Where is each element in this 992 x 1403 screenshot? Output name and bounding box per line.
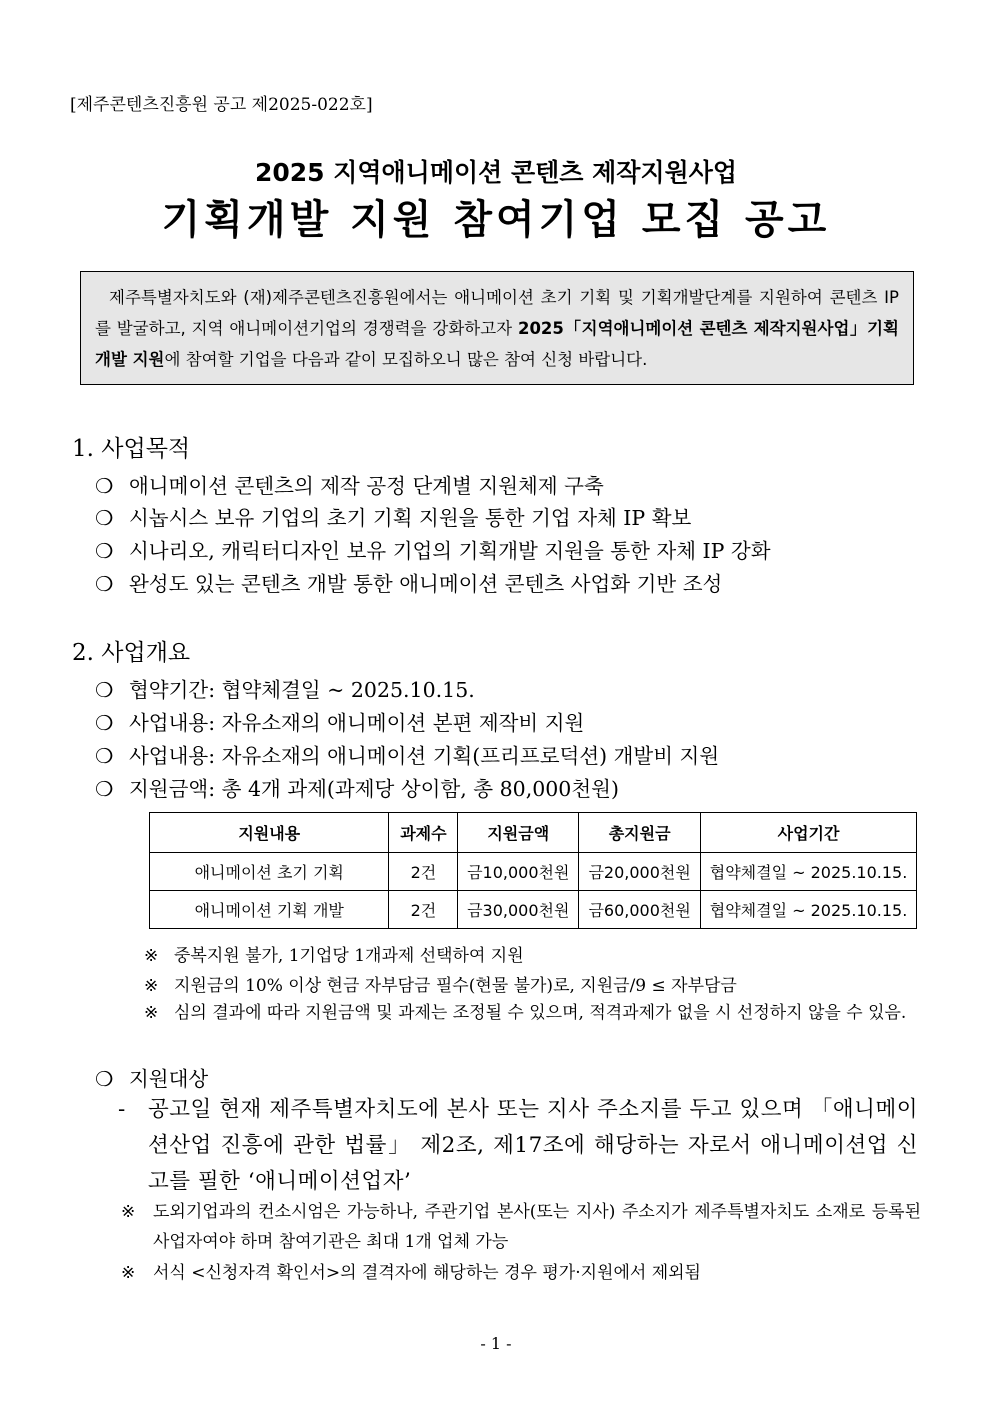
- intro-text-2: 에 참여할 기업을 다음과 같이 모집하오니 많은 참여 신청 바랍니다.: [164, 350, 648, 369]
- intro-bold-text: 2025「지역애니메이션 콘텐츠 제작지원사업」기획개발 지원: [95, 319, 899, 369]
- note-item: [121, 1197, 921, 1257]
- list-item: [95, 772, 619, 802]
- intro-paragraph: [95, 282, 899, 375]
- section2-title: 2. 사업개요: [72, 640, 191, 666]
- intro-box: [80, 271, 914, 385]
- note-text: 지원금의 10% 이상 현금 자부담금 필수(현물 불가)로, 지원금/9 ≤ 자부담금: [174, 976, 737, 996]
- table-cell: 협약체결일 ~ 2025.10.15.: [701, 853, 917, 891]
- note-text: 심의 결과에 따라 지원금액 및 과제는 조정될 수 있으며, 적격과제가 없을 시 선정하지 않을 수 있음.: [174, 1003, 907, 1023]
- note-text: 중복지원 불가, 1기업당 1개과제 선택하여 지원: [174, 946, 524, 966]
- list-item-text: 시놉시스 보유 기업의 초기 기획 지원을 통한 기업 자체 IP 확보: [129, 506, 692, 530]
- list-item: [95, 501, 691, 531]
- table-cell: 협약체결일 ~ 2025.10.15.: [701, 891, 917, 929]
- note-text: 서식 <신청자격 확인서>의 결격자에 해당하는 경우 평가·지원에서 제외됨: [153, 1263, 701, 1283]
- bullet-icon: ❍: [95, 777, 114, 801]
- list-item-text: 애니메이션 콘텐츠의 제작 공정 단계별 지원체제 구축: [129, 474, 604, 498]
- note-item: [144, 941, 524, 966]
- dash-icon: -: [118, 1097, 126, 1122]
- page-number: - 1 -: [480, 1334, 512, 1353]
- list-item-text: 사업내용: 자유소재의 애니메이션 본편 제작비 지원: [129, 711, 585, 735]
- list-item: [95, 1062, 208, 1092]
- list-item-text: 지원대상: [129, 1067, 209, 1091]
- bullet-icon: ❍: [95, 1067, 114, 1091]
- column-header: 사업기간: [701, 813, 917, 853]
- reference-mark-icon: ※: [121, 1202, 136, 1222]
- table-cell: 2건: [389, 891, 458, 929]
- list-item-text: 시나리오, 캐릭터디자인 보유 기업의 기획개발 지원을 통한 자체 IP 강화: [129, 539, 771, 563]
- reference-mark-icon: ※: [144, 976, 159, 996]
- table-row: [150, 853, 917, 891]
- table-cell: 2건: [389, 853, 458, 891]
- bullet-icon: ❍: [95, 572, 114, 596]
- table-cell: 애니메이션 초기 기획: [150, 853, 389, 891]
- list-item: [95, 739, 719, 769]
- page-title: 기획개발 지원 참여기업 모집 공고: [161, 197, 831, 243]
- target-text: 공고일 현재 제주특별자치도에 본사 또는 지사 주소지를 두고 있으며 「애니메이션산업 진흥에 관한 법률」 제2조, 제17조에 해당하는 자로서 애니메이션업 신고를 필한 ‘애니메이션업자’: [148, 1097, 918, 1194]
- notice-number: [제주콘텐츠진흥원 공고 제2025-022호]: [70, 95, 373, 115]
- list-item-text: 협약기간: 협약체결일 ~ 2025.10.15.: [129, 678, 475, 702]
- column-header: 지원금액: [458, 813, 579, 853]
- support-table: [149, 812, 917, 929]
- note-item: [121, 1258, 921, 1288]
- bullet-icon: ❍: [95, 474, 114, 498]
- target-description: [118, 1092, 918, 1200]
- table-cell: 금10,000천원: [458, 853, 579, 891]
- bullet-icon: ❍: [95, 539, 114, 563]
- column-header: 과제수: [389, 813, 458, 853]
- list-item: [95, 469, 604, 499]
- table-cell: 금60,000천원: [579, 891, 701, 929]
- note-text: 도외기업과의 컨소시엄은 가능하나, 주관기업 본사(또는 지사) 주소지가 제주특별자치도 소재로 등록된 사업자여야 하며 참여기관은 최대 1개 업체 가능: [153, 1202, 921, 1252]
- column-header: 총지원금: [579, 813, 701, 853]
- reference-mark-icon: ※: [144, 1003, 159, 1023]
- table-cell: 금30,000천원: [458, 891, 579, 929]
- list-item-text: 사업내용: 자유소재의 애니메이션 기획(프리프로덕션) 개발비 지원: [129, 744, 720, 768]
- list-item: [95, 673, 475, 703]
- bullet-icon: ❍: [95, 506, 114, 530]
- title-line-1: 2025 지역애니메이션 콘텐츠 제작지원사업: [254, 158, 738, 187]
- list-item: [95, 567, 722, 597]
- reference-mark-icon: ※: [121, 1263, 136, 1283]
- list-item: [95, 534, 771, 564]
- list-item: [95, 706, 584, 736]
- reference-mark-icon: ※: [144, 946, 159, 966]
- note-item: [144, 971, 737, 996]
- bullet-icon: ❍: [95, 678, 114, 702]
- bullet-icon: ❍: [95, 711, 114, 735]
- list-item-text: 완성도 있는 콘텐츠 개발 통한 애니메이션 콘텐츠 사업화 기반 조성: [129, 572, 723, 596]
- column-header: 지원내용: [150, 813, 389, 853]
- table-cell: 애니메이션 기획 개발: [150, 891, 389, 929]
- table-header-row: [150, 813, 917, 853]
- bullet-icon: ❍: [95, 744, 114, 768]
- table-row: [150, 891, 917, 929]
- note-item: [144, 998, 920, 1028]
- list-item-text: 지원금액: 총 4개 과제(과제당 상이함, 총 80,000천원): [129, 777, 619, 801]
- section1-title: 1. 사업목적: [72, 436, 191, 462]
- intro-text-1: 제주특별자치도와 (재)제주콘텐츠진흥원에서는 애니메이션 초기 기획 및 기획개발단계를 지원하여 콘텐츠 IP를 발굴하고, 지역 애니메이션기업의 경쟁력을 강화하고자: [95, 288, 899, 338]
- table-cell: 금20,000천원: [579, 853, 701, 891]
